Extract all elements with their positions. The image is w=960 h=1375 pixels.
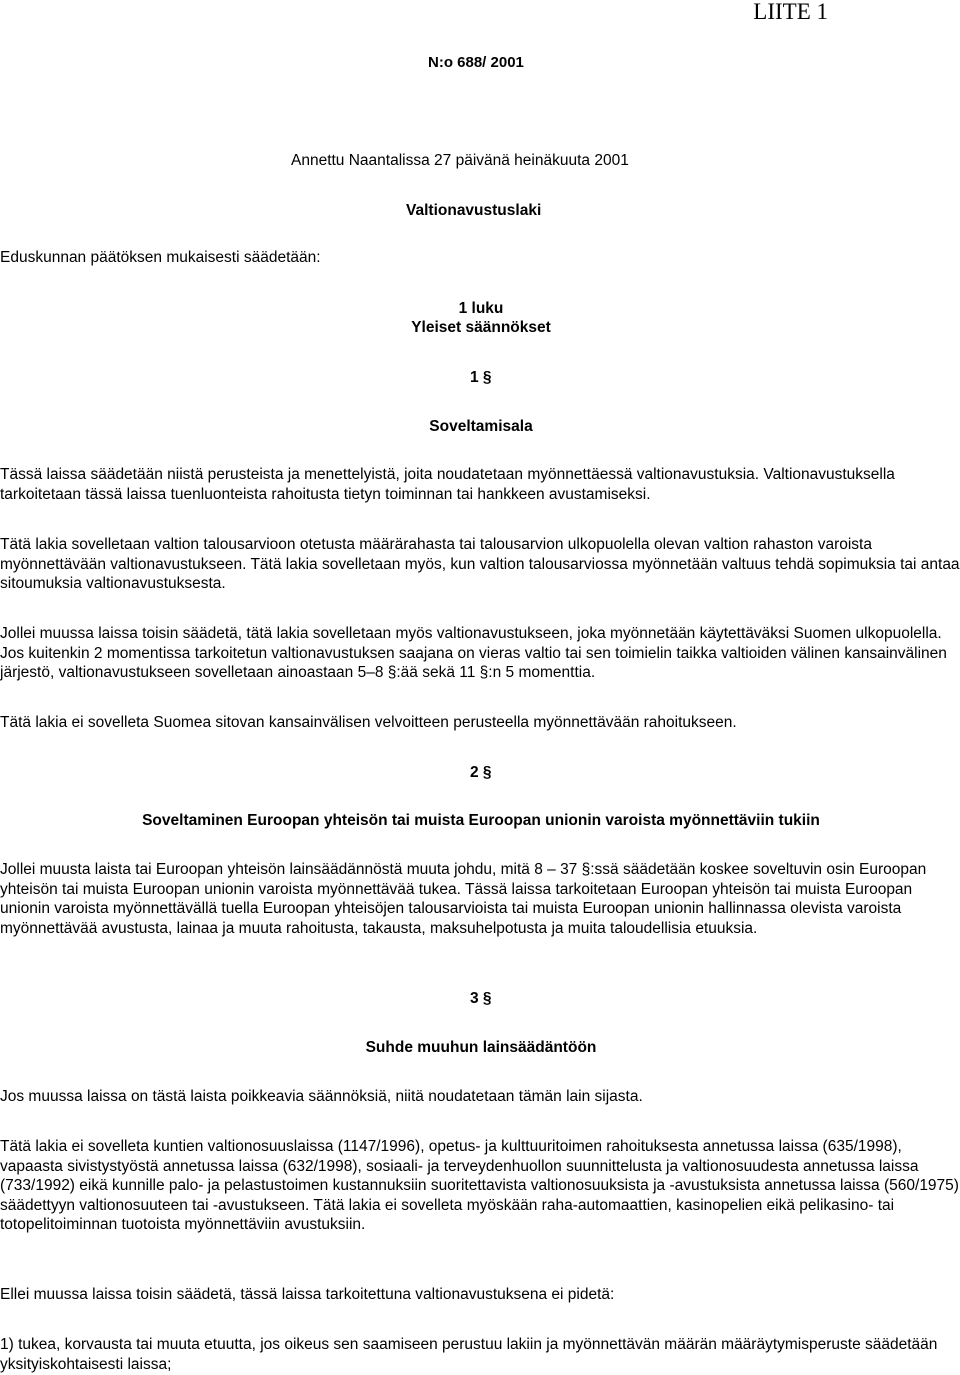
annex-label: LIITE 1 xyxy=(753,0,828,24)
section-heading: Suhde muuhun lainsäädäntöön xyxy=(365,1039,597,1056)
given-line: Annettu Naantalissa 27 päivänä heinäkuuta 2001 xyxy=(291,152,629,169)
section-heading: Soveltaminen Euroopan yhteisön tai muista Euroopan unionin varoista myönnettäviin tukiin xyxy=(142,812,820,829)
law-title: Valtionavustuslaki xyxy=(406,202,542,219)
section-paragraph: Jollei muussa laissa toisin säädetä, tätä lakia sovelletaan myös valtionavustukseen, joka myönnetään käytettäväksi Suomen ulkopuolella. Jos kuitenkin 2 momentissa tarkoitetun valtionavustuksen saajana on vieras valtio tai sen toimielin taikka valtioiden välinen kansainvälinen järjestö, valtionavustukseen sovelletaan ainoastaan 5–8 §:ää sekä 11 §:n 5 momenttia. xyxy=(0,625,947,681)
statute-number: N:o 688/ 2001 xyxy=(428,54,524,71)
chapter-number: 1 luku xyxy=(458,300,504,317)
section-paragraph: Jos muussa laissa on tästä laista poikkeavia säännöksiä, niitä noudatetaan tämän lain sijasta. xyxy=(0,1088,643,1105)
section-number: 2 § xyxy=(470,764,492,781)
section-paragraph: Ellei muussa laissa toisin säädetä, tässä laissa tarkoitettuna valtionavustuksena ei pidetä: xyxy=(0,1286,615,1303)
section-number: 3 § xyxy=(470,990,492,1007)
section-paragraph: Tätä lakia ei sovelleta Suomea sitovan kansainvälisen velvoitteen perusteella myönnettävään rahoitukseen. xyxy=(0,714,737,731)
section-number: 1 § xyxy=(470,369,492,386)
section-paragraph: Jollei muusta laista tai Euroopan yhteisön lainsäädännöstä muuta johdu, mitä 8 – 37 §:ssä säädetään koskee soveltuvin osin Euroopan yhteisön tai muista Euroopan unionin varoista myönnettävää tukea. Tässä laissa tarkoitetaan Euroopan yhteisön tai muista Euroopan unionin varoista myönnettävällä tuella Euroopan yhteisöjen talousarvioista tai muista Euroopan unionin hallinnassa olevista varoista myönnettävää avustusta, lainaa ja muuta rahoitusta, takausta, maksuhelpotusta ja muita taloudellisia etuuksia. xyxy=(0,861,927,937)
section-paragraph: Tätä lakia ei sovelleta kuntien valtionosuuslaissa (1147/1996), opetus- ja kulttuuritoimen rahoituksesta annetussa laissa (635/1998), vapaasta sivistystyöstä annetussa laissa (632/1998), sosiaali- ja terveydenhuollon suunnittelusta ja valtionosuudesta annetussa laissa (733/1992) eikä kunnille palo- ja pelastustoimen kustannuksiin suoritettavista valtionosuuksista ja -avustuksista annetussa laissa (560/1975) säädettyyn valtionosuuteen tai -avustukseen. Tätä lakia ei sovelleta myöskään raha-automaattien, kasinopelien eikä pelikasino- tai totopelitoiminnan tuotoista myönnettäviin avustuksiin. xyxy=(0,1138,959,1233)
chapter-title: Yleiset säännökset xyxy=(411,319,551,336)
enacting-clause: Eduskunnan päätöksen mukaisesti säädetään: xyxy=(0,249,321,266)
section-heading: Soveltamisala xyxy=(429,418,533,435)
section-paragraph: 1) tukea, korvausta tai muuta etuutta, jos oikeus sen saamiseen perustuu lakiin ja myönnettävän määrän määräytymisperuste säädetään yksityiskohtaisesti laissa; xyxy=(0,1336,938,1373)
section-paragraph: Tätä lakia sovelletaan valtion talousarvioon otetusta määrärahasta tai talousarvion ulkopuolella olevan valtion rahaston varoista myönnettävään valtionavustukseen. Tätä lakia sovelletaan myös, kun valtion talousarviossa myönnetään valtuus tehdä sopimuksia tai antaa sitoumuksia valtionavustuksesta. xyxy=(0,536,960,592)
section-paragraph: Tässä laissa säädetään niistä perusteista ja menettelyistä, joita noudatetaan myönnettäessä valtionavustuksia. Valtionavustuksella tarkoitetaan tässä laissa tuenluonteista rahoitusta tietyn toiminnan tai hankkeen avustamiseksi. xyxy=(0,466,895,503)
